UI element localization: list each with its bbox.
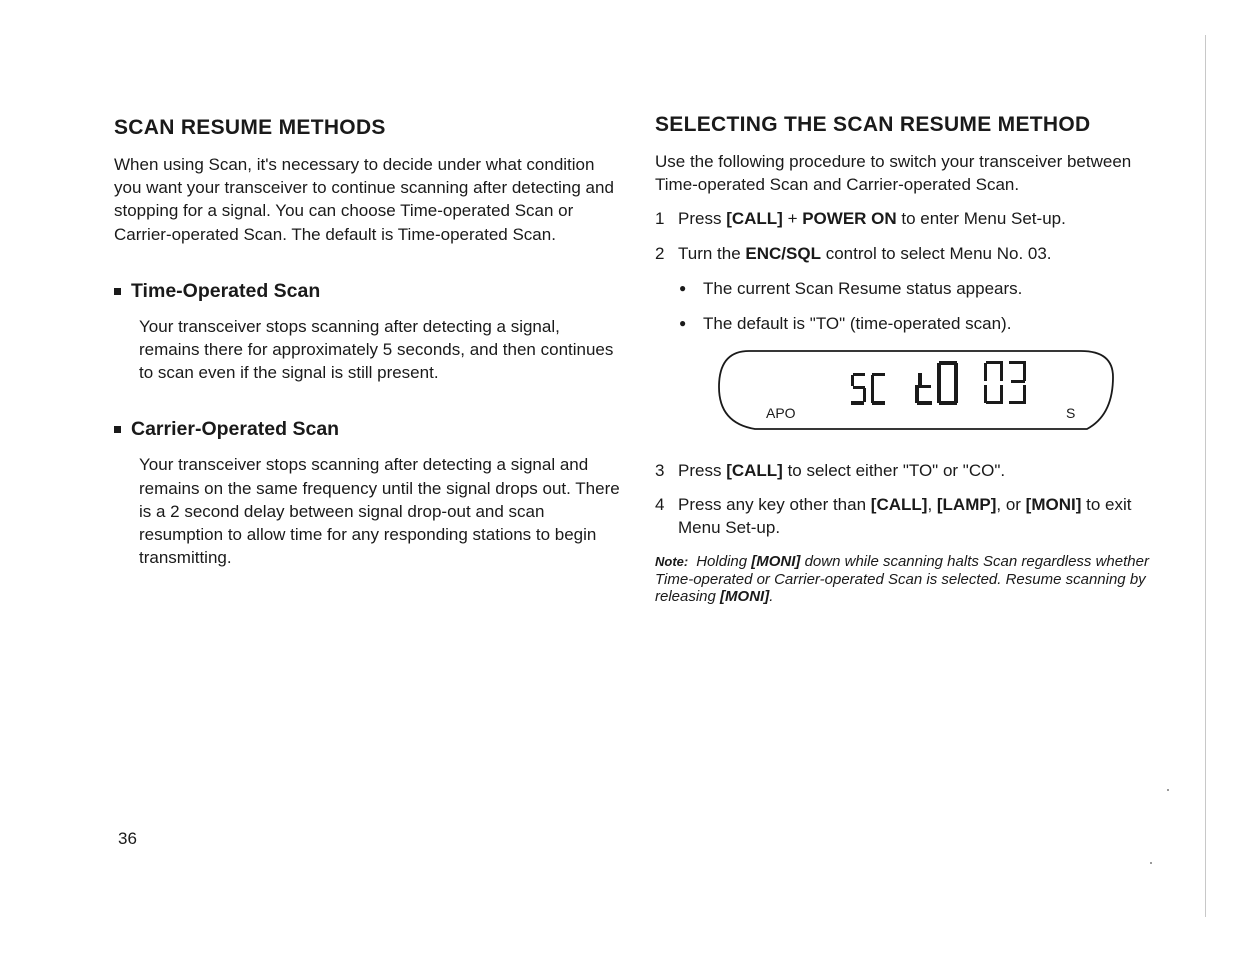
lcd-segments-to <box>915 361 958 405</box>
step-number: 4 <box>655 495 665 515</box>
bullet-dot-icon: ● <box>679 315 687 330</box>
bullet-item <box>679 312 1165 335</box>
key-call: [CALL] <box>870 495 928 515</box>
key-power-on: POWER ON <box>802 209 897 229</box>
page-edge-line <box>1205 35 1206 917</box>
subheading-label: Time-Operated Scan <box>131 279 321 302</box>
intro-paragraph: When using Scan, it's necessary to decide under what condition you want your transceiver to continue scanning after detecting and stopping for a signal. You can choose Time-operated Scan or Carrier-operated Scan. The default is Time-operated Scan. <box>114 155 614 244</box>
bullet-text: The current Scan Resume status appears. <box>703 278 1023 298</box>
key-call: [CALL] <box>726 209 783 229</box>
step-3 <box>655 459 1165 482</box>
lcd-display <box>715 347 1115 433</box>
subheading-label: Carrier-Operated Scan <box>131 418 340 441</box>
step-text: Press [CALL] + POWER ON to enter Menu Set-up. <box>678 209 1066 229</box>
bullet-dot-icon: ● <box>679 280 687 295</box>
step-text: Press [CALL] to select either "TO" or "CO". <box>678 460 1006 480</box>
lcd-apo-indicator: APO <box>766 404 796 421</box>
key-moni: [MONI] <box>720 588 770 606</box>
lcd-segments-03 <box>984 361 1026 404</box>
selecting-method-section <box>655 113 1165 606</box>
step-text: Press any key other than [CALL], [LAMP], or [MONI] to exit Menu Set-up. <box>678 495 1132 538</box>
lcd-segments-sc <box>851 373 885 405</box>
key-enc-sql: ENC/SQL <box>745 243 821 263</box>
step-number: 3 <box>655 460 665 480</box>
step-2 <box>655 242 1165 265</box>
bullet-item <box>679 277 1165 300</box>
note-text: Note: Holding [MONI] down while scanning halts Scan regardless whether Time-operated or Carrier-operated Scan is selected. Resume scanning by releasing [MONI]. <box>655 553 1149 606</box>
section-heading: SELECTING THE SCAN RESUME METHOD <box>655 113 1091 136</box>
square-bullet-icon <box>114 288 121 295</box>
step-4 <box>655 493 1165 539</box>
scan-resume-methods-section <box>114 116 624 569</box>
time-operated-paragraph: Your transceiver stops scanning after detecting a signal, remains there for approximately 5 seconds, and then continues to scan even if the signal is still present. <box>139 316 614 383</box>
page-number: 36 <box>118 829 137 848</box>
key-lamp: [LAMP] <box>936 495 997 515</box>
carrier-operated-paragraph: Your transceiver stops scanning after detecting a signal and remains on the same frequency until the signal drops out. There is a 2 second delay between signal drop-out and scan resumption to allow time for any responding stations to begin transmitting. <box>139 455 620 568</box>
key-moni: [MONI] <box>751 553 801 571</box>
lcd-s-indicator: S <box>1066 404 1076 421</box>
bullet-text: The default is "TO" (time-operated scan). <box>703 313 1012 333</box>
carrier-operated-subheading <box>114 418 624 441</box>
step-number: 2 <box>655 243 665 263</box>
time-operated-subheading <box>114 280 624 303</box>
scan-speck <box>1167 789 1169 791</box>
step-1 <box>655 207 1165 230</box>
scan-speck <box>1150 862 1152 864</box>
key-moni: [MONI] <box>1025 495 1082 515</box>
step-number: 1 <box>655 209 665 229</box>
key-call: [CALL] <box>726 460 783 480</box>
step-text: Turn the ENC/SQL control to select Menu No. 03. <box>678 243 1052 263</box>
intro-paragraph: Use the following procedure to switch your transceiver between Time-operated Scan and Carrier-operated Scan. <box>655 152 1132 195</box>
square-bullet-icon <box>114 426 121 433</box>
note-label: Note: <box>655 554 689 570</box>
section-heading: SCAN RESUME METHODS <box>114 116 386 139</box>
